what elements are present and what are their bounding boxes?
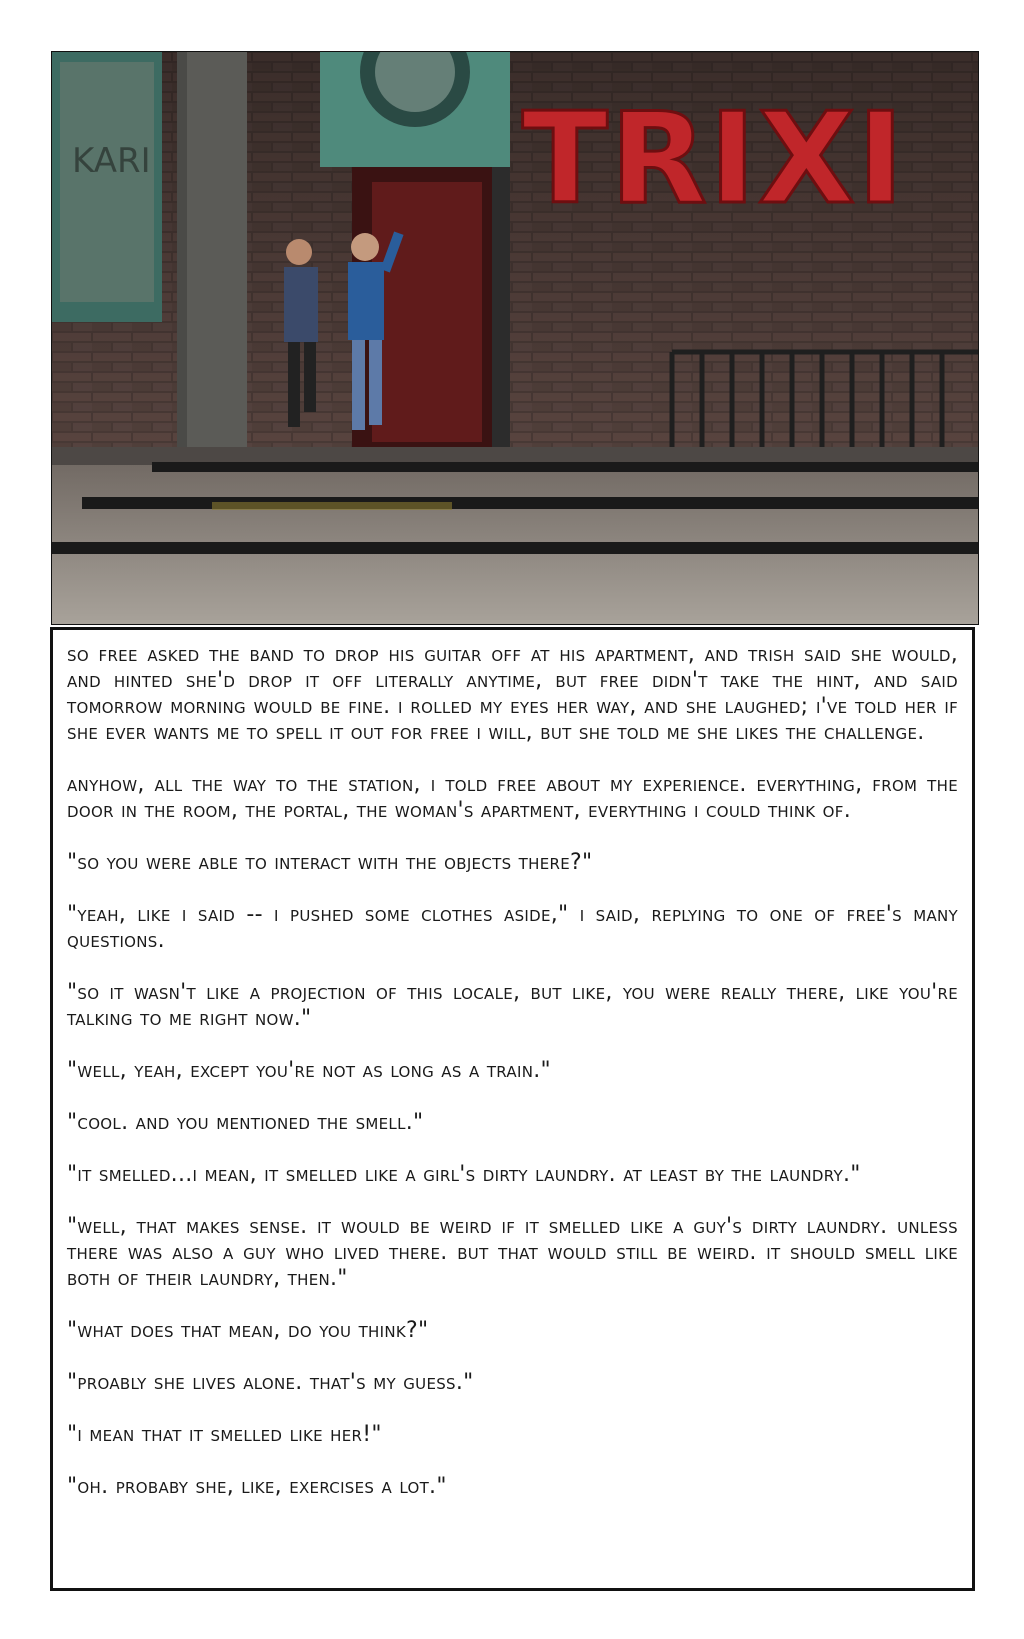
graffiti-text: KARI (72, 141, 151, 181)
paragraph: "so you were able to interact with the objects there?" (67, 850, 593, 875)
paragraph: "it smelled...i mean, it smelled like a girl's dirty laundry. at least by the laundry." (67, 1162, 861, 1187)
comic-panel-illustration (51, 51, 979, 625)
paragraph: "well, that makes sense. it would be weird if it smelled like a guy's dirty laundry. unless there was also a guy who lived there. but that would still be weird. it should smell like both of their laundry, then." (67, 1214, 958, 1291)
paragraph: "well, yeah, except you're not as long as a train." (67, 1058, 551, 1083)
paragraph: "oh. probaby she, like, exercises a lot." (67, 1474, 447, 1499)
paragraph: "yeah, like i said -- i pushed some clothes aside," i said, replying to one of free's many questions. (67, 902, 958, 953)
paragraph: "i mean that it smelled like her!" (67, 1422, 382, 1447)
street-scene (52, 52, 978, 624)
paragraph: anyhow, all the way to the station, i told free about my experience. everything, from the door in the room, the portal, the woman's apartment, everything i could think of. (67, 772, 958, 823)
sidewalk (52, 452, 978, 624)
marquee-sign (522, 85, 906, 232)
paragraph: so free asked the band to drop his guitar off at his apartment, and trish said she would, and hinted she'd drop it off literally anytime, but free didn't take the hint, and said tomorrow morning would be fine. i rolled my eyes her way, and she laughed; i've told her if she ever wants me to spell it out for free i will, but she told me she likes the challenge. (67, 642, 958, 745)
paragraph: "what does that mean, do you think?" (67, 1318, 429, 1343)
paragraph: "so it wasn't like a projection of this locale, but like, you were really there, like you're talking to me right now." (67, 980, 958, 1031)
paragraph: "proably she lives alone. that's my guess." (67, 1370, 474, 1395)
sign-text: TRIXI (522, 85, 906, 232)
paragraph: "cool. and you mentioned the smell." (67, 1110, 424, 1135)
narration-text-panel (50, 627, 975, 1591)
concrete-column (177, 52, 247, 452)
